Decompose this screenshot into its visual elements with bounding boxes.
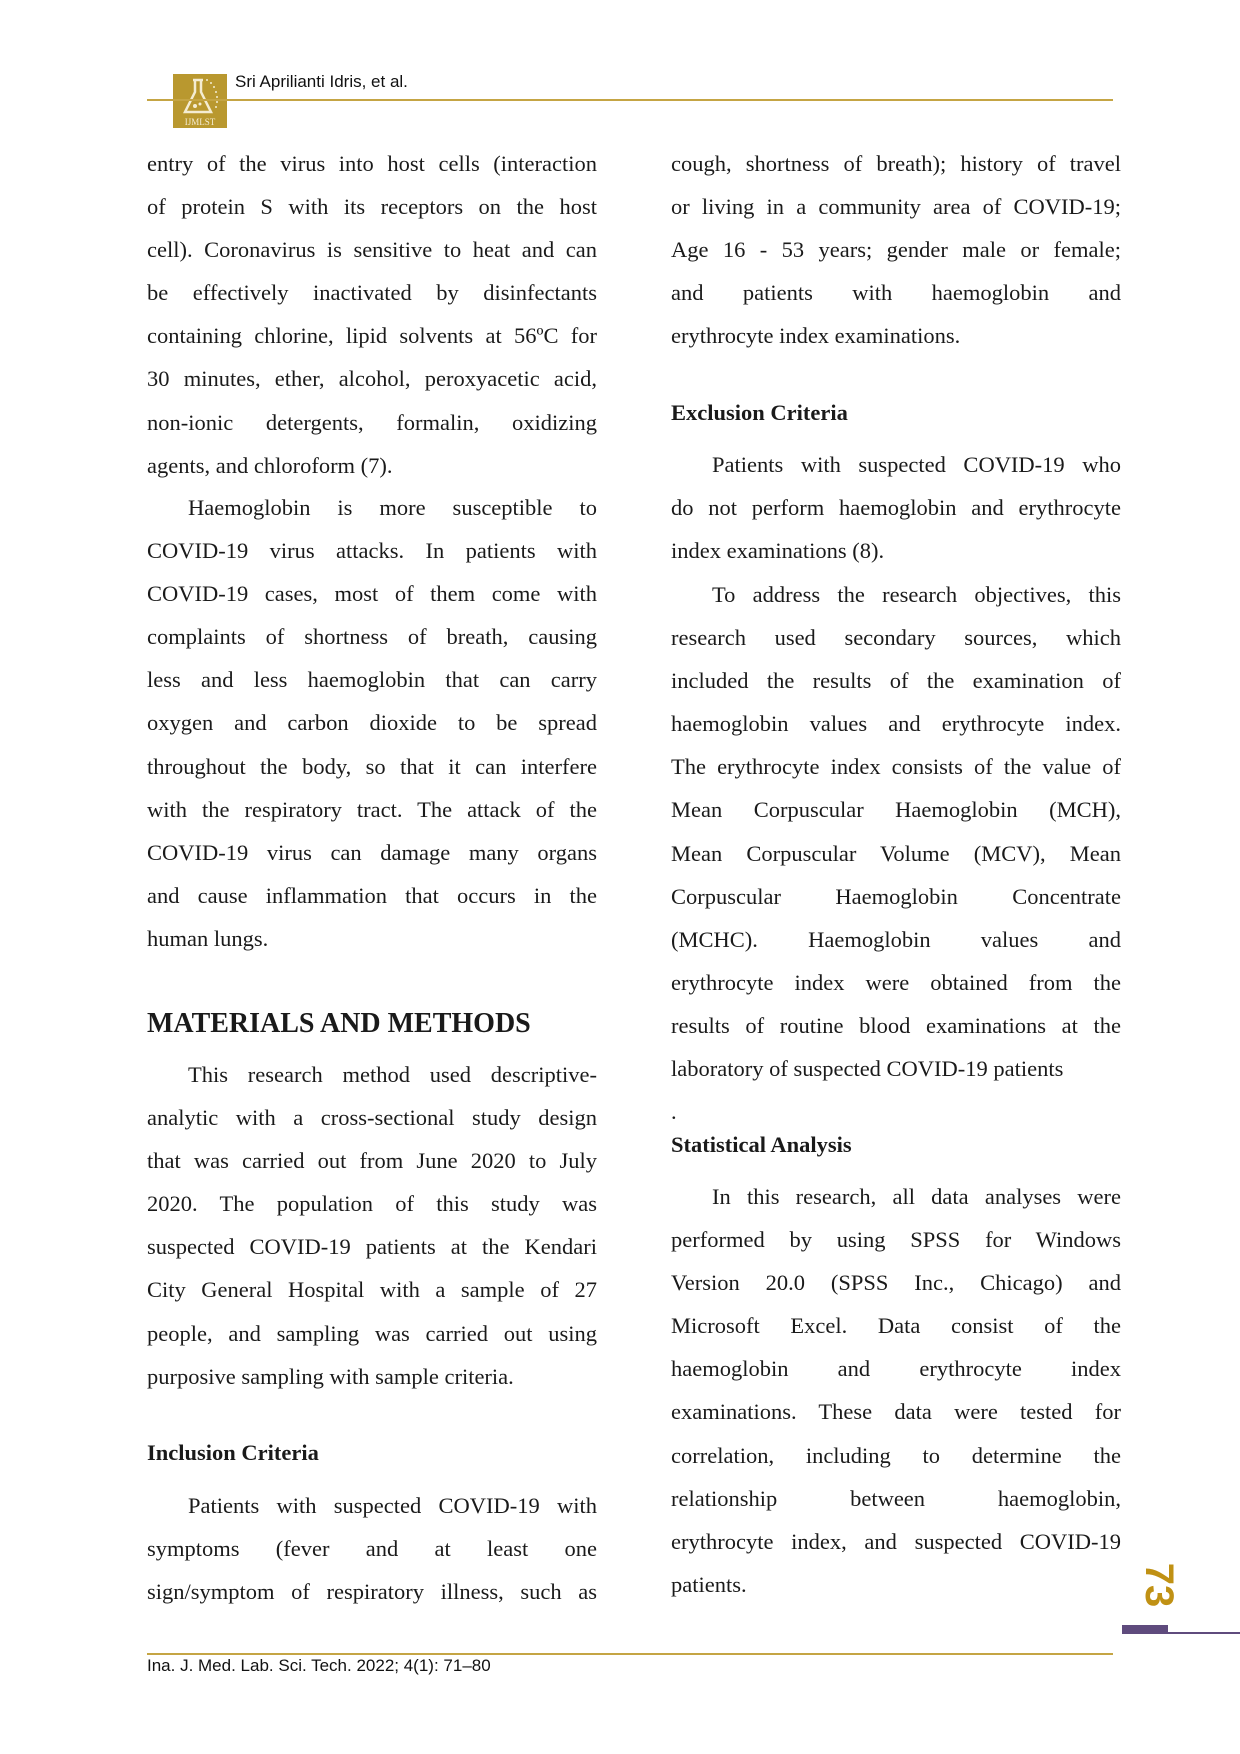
text-line: research used secondary sources, which bbox=[671, 625, 1121, 651]
subheading-statistical-analysis: Statistical Analysis bbox=[671, 1132, 852, 1157]
text-line: 30 minutes, ether, alcohol, peroxyacetic acid, bbox=[147, 366, 597, 392]
text-line: City General Hospital with a sample of 27 bbox=[147, 1277, 597, 1303]
paragraph bbox=[147, 1053, 597, 1398]
footer-divider bbox=[147, 1653, 1113, 1655]
footer-citation: Ina. J. Med. Lab. Sci. Tech. 2022; 4(1): 71–80 bbox=[147, 1656, 491, 1675]
paragraph bbox=[671, 142, 1121, 357]
paragraph bbox=[147, 486, 597, 960]
text-line: people, and sampling was carried out using bbox=[147, 1320, 597, 1346]
text-line: examinations. These data were tested for bbox=[671, 1399, 1121, 1425]
text-line: sign/symptom of respiratory illness, such as bbox=[147, 1579, 597, 1605]
header-divider bbox=[147, 99, 1113, 101]
text-line: laboratory of suspected COVID-19 patients bbox=[671, 1056, 1064, 1082]
text-line: complaints of shortness of breath, causing bbox=[147, 624, 597, 650]
paragraph bbox=[147, 1484, 597, 1613]
text-line: relationship between haemoglobin, bbox=[671, 1485, 1121, 1511]
paragraph bbox=[147, 142, 597, 487]
text-line: and cause inflammation that occurs in the bbox=[147, 882, 597, 908]
text-line: do not perform haemoglobin and erythrocyte bbox=[671, 495, 1121, 521]
subheading-inclusion: Inclusion Criteria bbox=[147, 1440, 319, 1465]
text-line: Mean Corpuscular Haemoglobin (MCH), bbox=[671, 797, 1121, 823]
paragraph bbox=[671, 573, 1121, 1090]
text-line: results of routine blood examinations at the bbox=[671, 1012, 1121, 1038]
text-line: entry of the virus into host cells (interaction bbox=[147, 151, 597, 176]
text-line: To address the research objectives, this bbox=[712, 582, 1121, 607]
text-line: haemoglobin and erythrocyte index bbox=[671, 1356, 1121, 1382]
text-line: cough, shortness of breath); history of travel bbox=[671, 151, 1121, 176]
flask-icon bbox=[173, 74, 227, 128]
text-line: human lungs. bbox=[147, 925, 269, 951]
text-line: The erythrocyte index consists of the value of bbox=[671, 754, 1121, 780]
page-marker-line bbox=[1168, 1632, 1240, 1634]
text-line: less and less haemoglobin that can carry bbox=[147, 667, 597, 693]
text-line: haemoglobin values and erythrocyte index. bbox=[671, 711, 1121, 737]
text-line: COVID-19 cases, most of them come with bbox=[147, 581, 597, 607]
text-line: non-ionic detergents, formalin, oxidizing bbox=[147, 409, 597, 435]
text-line: cell). Coronavirus is sensitive to heat and can bbox=[147, 237, 597, 263]
text-line: or living in a community area of COVID-19; bbox=[671, 194, 1121, 220]
subheading-exclusion: Exclusion Criteria bbox=[671, 400, 848, 425]
paragraph bbox=[671, 1175, 1121, 1606]
text-line: Microsoft Excel. Data consist of the bbox=[671, 1313, 1121, 1339]
text-line: purposive sampling with sample criteria. bbox=[147, 1363, 514, 1389]
text-line: agents, and chloroform (7). bbox=[147, 452, 393, 478]
text-line: index examinations (8). bbox=[671, 538, 885, 564]
text-line: Patients with suspected COVID-19 with bbox=[188, 1493, 597, 1518]
page-number: 73 bbox=[1137, 1562, 1181, 1608]
text-line: Age 16 - 53 years; gender male or female; bbox=[671, 237, 1121, 263]
text-line: Version 20.0 (SPSS Inc., Chicago) and bbox=[671, 1270, 1121, 1296]
text-line: throughout the body, so that it can interfere bbox=[147, 753, 597, 779]
text-line: oxygen and carbon dioxide to be spread bbox=[147, 710, 597, 736]
journal-logo bbox=[173, 74, 227, 128]
text-line: correlation, including to determine the bbox=[671, 1442, 1121, 1468]
text-line: with the respiratory tract. The attack of the bbox=[147, 796, 597, 822]
text-line: erythrocyte index were obtained from the bbox=[671, 969, 1121, 995]
text-line: In this research, all data analyses were bbox=[712, 1184, 1121, 1209]
stray-period: . bbox=[671, 1099, 677, 1124]
section-heading-methods: MATERIALS AND METHODS bbox=[147, 1008, 531, 1039]
text-line: be effectively inactivated by disinfectants bbox=[147, 280, 597, 306]
page-marker-bar bbox=[1122, 1625, 1168, 1634]
text-line: and patients with haemoglobin and bbox=[671, 280, 1121, 306]
text-line: Patients with suspected COVID-19 who bbox=[712, 452, 1121, 477]
svg-text:IJMLST: IJMLST bbox=[184, 117, 216, 127]
text-line: erythrocyte index examinations. bbox=[671, 323, 961, 349]
text-line: (MCHC). Haemoglobin values and bbox=[671, 926, 1121, 952]
text-line: Corpuscular Haemoglobin Concentrate bbox=[671, 883, 1121, 909]
text-line: that was carried out from June 2020 to July bbox=[147, 1148, 597, 1174]
text-line: included the results of the examination of bbox=[671, 668, 1121, 694]
paragraph bbox=[671, 443, 1121, 572]
text-line: erythrocyte index, and suspected COVID-19 bbox=[671, 1528, 1121, 1554]
text-line: analytic with a cross-sectional study design bbox=[147, 1105, 597, 1131]
text-line: symptoms (fever and at least one bbox=[147, 1536, 597, 1562]
text-line: Haemoglobin is more susceptible to bbox=[188, 495, 597, 520]
text-line: patients. bbox=[671, 1571, 747, 1597]
text-line: 2020. The population of this study was bbox=[147, 1191, 597, 1217]
text-line: of protein S with its receptors on the host bbox=[147, 194, 597, 220]
text-line: COVID-19 virus attacks. In patients with bbox=[147, 538, 597, 564]
text-line: This research method used descriptive- bbox=[188, 1062, 597, 1087]
running-header-author: Sri Aprilianti Idris, et al. bbox=[235, 72, 408, 91]
text-line: containing chlorine, lipid solvents at 56ºC for bbox=[147, 323, 597, 349]
text-line: performed by using SPSS for Windows bbox=[671, 1227, 1121, 1253]
text-line: Mean Corpuscular Volume (MCV), Mean bbox=[671, 840, 1121, 866]
text-line: suspected COVID-19 patients at the Kendari bbox=[147, 1234, 597, 1260]
text-line: COVID-19 virus can damage many organs bbox=[147, 839, 597, 865]
